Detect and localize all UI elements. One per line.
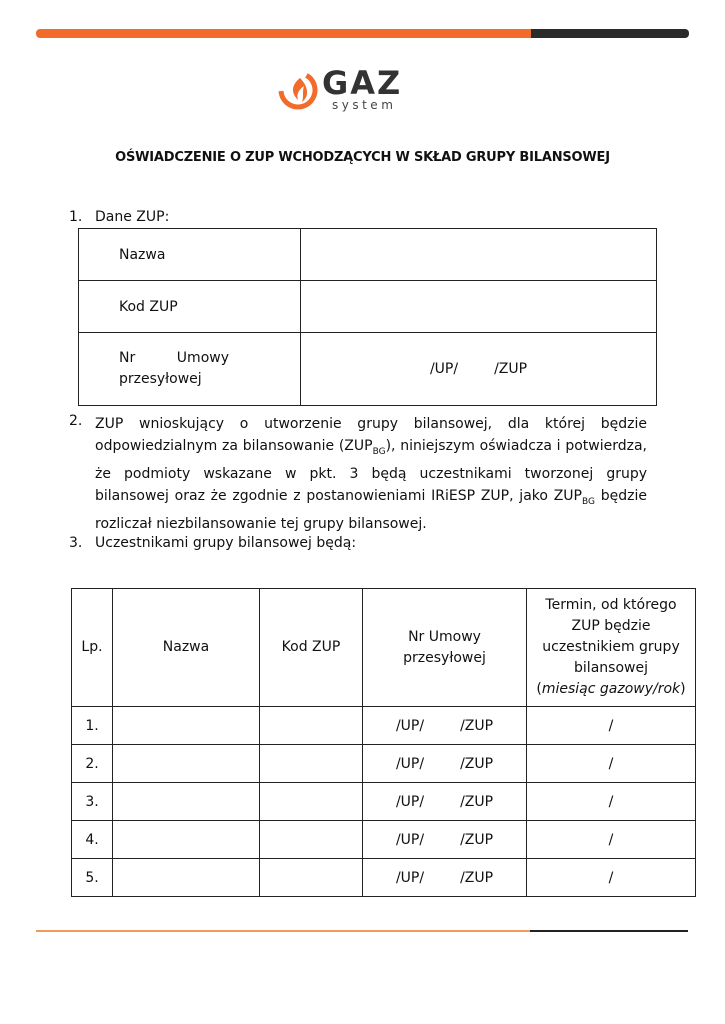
- row-lp: 3.: [72, 783, 113, 821]
- header-termin-italic: miesiąc gazowy/rok: [541, 681, 681, 697]
- row-kod-zup-field[interactable]: [260, 707, 363, 745]
- header-nazwa: Nazwa: [113, 589, 260, 707]
- row-nr-umowy-field[interactable]: [363, 821, 527, 859]
- header-lp: Lp.: [72, 589, 113, 707]
- participants-table: [71, 588, 696, 897]
- logo-subtitle: system: [332, 98, 397, 112]
- label-kod-zup: Kod ZUP: [79, 281, 301, 333]
- row-termin-field[interactable]: /: [527, 783, 696, 821]
- table-header-row: [72, 589, 696, 707]
- contract-zup-suffix: /ZUP: [494, 361, 528, 377]
- header-termin-text: Termin, od którego ZUP będzie uczestnikiem grupy bilansowej: [542, 597, 680, 676]
- document-title: OŚWIADCZENIE O ZUP WCHODZĄCYCH W SKŁAD GRUPY BILANSOWEJ: [115, 150, 610, 165]
- row-zup-suffix: /ZUP: [460, 717, 494, 734]
- row-termin-field[interactable]: /: [527, 821, 696, 859]
- gaz-system-logo: [274, 66, 452, 114]
- row-nr-umowy-field[interactable]: [363, 745, 527, 783]
- table-row: [79, 281, 657, 333]
- table-row: [79, 229, 657, 281]
- value-nazwa-field[interactable]: [301, 229, 657, 281]
- label-nazwa: Nazwa: [79, 229, 301, 281]
- header-kod-zup: Kod ZUP: [260, 589, 363, 707]
- zup-data-table: [78, 228, 657, 406]
- para-sub-bg-2: BG: [581, 496, 595, 507]
- row-nr-umowy-field[interactable]: [363, 783, 527, 821]
- row-nr-umowy-field[interactable]: [363, 707, 527, 745]
- row-termin-field[interactable]: /: [527, 859, 696, 897]
- table-row: [72, 783, 696, 821]
- section-3-number: 3.: [69, 535, 83, 551]
- row-nr-umowy-field[interactable]: [363, 859, 527, 897]
- row-nazwa-field[interactable]: [113, 859, 260, 897]
- row-up-suffix: /UP/: [395, 717, 425, 734]
- section-2-paragraph: [95, 413, 647, 535]
- header-nr-umowy-text: Nr Umowy przesyłowej: [403, 628, 486, 666]
- value-kod-zup-field[interactable]: [301, 281, 657, 333]
- row-up-suffix: /UP/: [395, 793, 425, 810]
- logo-wordmark: GAZ: [322, 64, 403, 102]
- row-nazwa-field[interactable]: [113, 821, 260, 859]
- para-text-c: będzie rozliczał niezbilansowanie tej grupy bilansowej.: [95, 487, 647, 532]
- row-lp: 1.: [72, 707, 113, 745]
- row-zup-suffix: /ZUP: [460, 793, 494, 810]
- row-nazwa-field[interactable]: [113, 745, 260, 783]
- section-2-number: 2.: [69, 413, 83, 429]
- table-row: [72, 745, 696, 783]
- row-kod-zup-field[interactable]: [260, 821, 363, 859]
- row-up-suffix: /UP/: [395, 755, 425, 772]
- section-1-label: Dane ZUP:: [95, 209, 170, 225]
- label-nr-umowy: Nr Umowy przesyłowej: [119, 350, 229, 387]
- row-lp: 2.: [72, 745, 113, 783]
- header-accent-bar: [36, 29, 531, 38]
- row-lp: 5.: [72, 859, 113, 897]
- header-termin: [527, 589, 696, 707]
- row-nazwa-field[interactable]: [113, 707, 260, 745]
- table-row: [72, 707, 696, 745]
- para-text-b: ), niniejszym oświadcza i potwierdza, że podmioty wskazane w pkt. 3 będą uczestnikami tworzonej grupy bilansowej oraz że zgodnie z postanowieniami IRiESP ZUP, jako ZUP: [95, 438, 647, 504]
- footer-dark-line: [530, 930, 688, 932]
- value-nr-umowy-field[interactable]: [301, 333, 657, 406]
- section-3-label: Uczestnikami grupy bilansowej będą:: [95, 535, 357, 551]
- row-termin-field[interactable]: /: [527, 707, 696, 745]
- table-row: [72, 859, 696, 897]
- header-nr-umowy: [363, 589, 527, 707]
- section-1-number: 1.: [69, 209, 83, 225]
- header-dark-bar: [531, 29, 689, 38]
- row-kod-zup-field[interactable]: [260, 745, 363, 783]
- row-lp: 4.: [72, 821, 113, 859]
- para-sub-bg-1: BG: [372, 446, 386, 457]
- header-paren-close: ): [680, 681, 686, 697]
- header-paren-open: (: [536, 681, 542, 697]
- para-text-a: ZUP wnioskujący o utworzenie grupy bilansowej, dla której będzie odpowiedzialnym za bilansowanie (ZUP: [95, 416, 647, 454]
- footer-accent-line: [36, 930, 530, 932]
- row-zup-suffix: /ZUP: [460, 831, 494, 848]
- row-zup-suffix: /ZUP: [460, 869, 494, 886]
- flame-icon: [278, 70, 318, 110]
- row-kod-zup-field[interactable]: [260, 859, 363, 897]
- row-termin-field[interactable]: /: [527, 745, 696, 783]
- row-kod-zup-field[interactable]: [260, 783, 363, 821]
- table-row: [72, 821, 696, 859]
- contract-up-suffix: /UP/: [429, 361, 459, 377]
- table-row: [79, 333, 657, 406]
- row-zup-suffix: /ZUP: [460, 755, 494, 772]
- label-nr-umowy-cell: [79, 333, 301, 406]
- row-up-suffix: /UP/: [395, 869, 425, 886]
- row-nazwa-field[interactable]: [113, 783, 260, 821]
- row-up-suffix: /UP/: [395, 831, 425, 848]
